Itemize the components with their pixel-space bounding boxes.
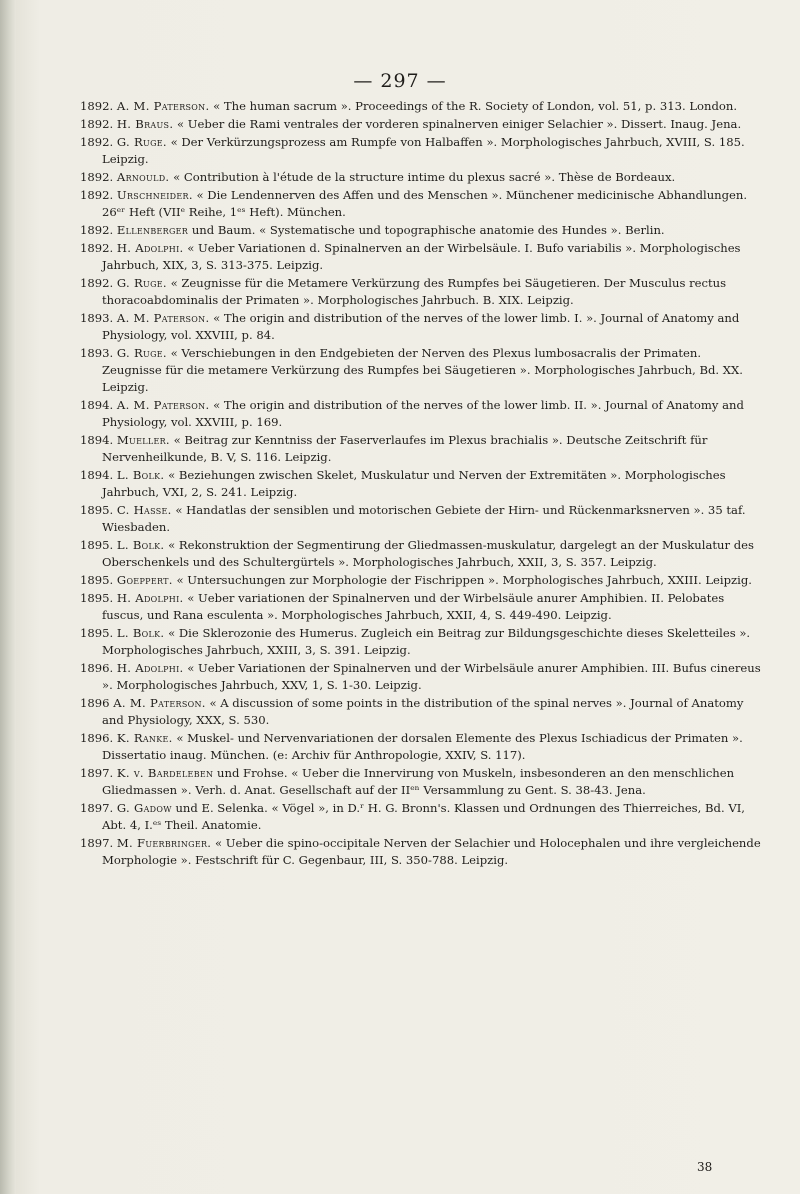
entry-year: 1893. bbox=[80, 311, 114, 325]
entry-year: 1896. bbox=[80, 661, 114, 675]
bibliography-entry bbox=[80, 467, 762, 501]
bibliography-entry bbox=[80, 625, 762, 659]
bibliography-entry bbox=[80, 310, 762, 344]
entry-author: G. Ruge. bbox=[116, 135, 167, 149]
entry-author: H. Braus. bbox=[116, 117, 174, 131]
bibliography-list bbox=[80, 98, 762, 870]
entry-citation: « Die Sklerozonie des Humerus. Zugleich ein Beitrag zur Bildungsgeschichte dieses Skeletteiles ». Morphologisches Jahrbuch, XXIII, 3, S. 391. Leipzig. bbox=[102, 626, 751, 657]
entry-year: 1895. bbox=[80, 626, 114, 640]
entry-year: 1892. bbox=[80, 135, 114, 149]
bibliography-entry bbox=[80, 765, 762, 799]
entry-citation: « Rekonstruktion der Segmentirung der Gliedmassen-muskulatur, dargelegt an der Muskulatur des Oberschenkels und des Schultergürtels ». Morphologisches Jahrbuch, XXII, 3, S. 357. Leipzig. bbox=[102, 538, 754, 569]
entry-author: Ellenberger bbox=[116, 223, 189, 237]
bibliography-entry bbox=[80, 695, 762, 729]
entry-author: K. Ranke. bbox=[116, 731, 173, 745]
bibliography-entry bbox=[80, 98, 762, 115]
entry-author: C. Hasse. bbox=[116, 503, 172, 517]
entry-year: 1892. bbox=[80, 99, 114, 113]
entry-citation: « Contribution à l'étude de la structure intime du plexus sacré ». Thèse de Bordeaux. bbox=[173, 170, 676, 184]
bibliography-entry bbox=[80, 169, 762, 186]
bibliography-entry bbox=[80, 730, 762, 764]
entry-citation: « The origin and distribution of the nerves of the lower limb. I. ». Journal of Anatomy and Physiology, vol. XXVIII, p. 84. bbox=[102, 311, 740, 342]
entry-year: 1895. bbox=[80, 538, 114, 552]
entry-author: G. Ruge. bbox=[116, 346, 167, 360]
entry-year: 1892. bbox=[80, 241, 114, 255]
entry-year: 1897. bbox=[80, 801, 114, 815]
entry-author: A. M. Paterson. bbox=[116, 311, 210, 325]
entry-author: L. Bolk. bbox=[116, 538, 165, 552]
entry-author: A. M. Paterson. bbox=[116, 398, 210, 412]
bibliography-entry bbox=[80, 590, 762, 624]
entry-year: 1897. bbox=[80, 766, 114, 780]
printer-signature-mark: 38 bbox=[697, 1160, 713, 1174]
entry-citation: « Ueber die Rami ventrales der vorderen spinalnerven einiger Selachier ». Dissert. Inaug. Jena. bbox=[177, 117, 742, 131]
entry-author: K. v. Bardeleben bbox=[116, 766, 214, 780]
entry-citation: « The human sacrum ». Proceedings of the R. Society of London, vol. 51, p. 313. London. bbox=[213, 99, 738, 113]
entry-year: 1892. bbox=[80, 117, 114, 131]
entry-author: H. Adolphi. bbox=[116, 241, 184, 255]
bibliography-entry bbox=[80, 432, 762, 466]
entry-citation: « A discussion of some points in the distribution of the spinal nerves ». Journal of Anatomy and Physiology, XXX, S. 530. bbox=[102, 696, 744, 727]
bibliography-entry bbox=[80, 660, 762, 694]
entry-author: Goeppert. bbox=[116, 573, 173, 587]
entry-author: Urschneider. bbox=[116, 188, 193, 202]
bibliography-entry bbox=[80, 397, 762, 431]
entry-year: 1896. bbox=[80, 731, 114, 745]
bibliography-entry bbox=[80, 572, 762, 589]
entry-author: L. Bolk. bbox=[116, 468, 165, 482]
bibliography-entry bbox=[80, 187, 762, 221]
entry-author: G. Ruge. bbox=[116, 276, 167, 290]
entry-citation: « The origin and distribution of the nerves of the lower limb. II. ». Journal of Anatomy and Physiology, vol. XXVIII, p. 169. bbox=[102, 398, 744, 429]
entry-citation: « Handatlas der sensiblen und motorischen Gebiete der Hirn- und Rückenmarksnerven ». 35 taf. Wiesbaden. bbox=[102, 503, 746, 534]
entry-year: 1896 bbox=[80, 696, 110, 710]
bibliography-entry bbox=[80, 345, 762, 396]
entry-citation: und E. Selenka. « Vögel », in D.ʳ H. G. Bronn's. Klassen und Ordnungen des Thierreiches, Bd. VI, Abt. 4, I.ᵉˢ Theil. Anatomie. bbox=[102, 801, 745, 832]
entry-year: 1893. bbox=[80, 346, 114, 360]
bibliography-entry bbox=[80, 116, 762, 133]
entry-author: L. Bolk. bbox=[116, 626, 165, 640]
entry-citation: « Beitrag zur Kenntniss der Faserverlaufes im Plexus brachialis ». Deutsche Zeitschrift für Nervenheilkunde, B. V, S. 116. Leipzig. bbox=[102, 433, 708, 464]
bibliography-entry bbox=[80, 222, 762, 239]
entry-citation: « Zeugnisse für die Metamere Verkürzung des Rumpfes bei Säugetieren. Der Musculus rectus thoracoabdominalis der Primaten ». Morphologisches Jahrbuch. B. XIX. Leipzig. bbox=[102, 276, 727, 307]
entry-year: 1894. bbox=[80, 398, 114, 412]
entry-citation: « Ueber Variationen der Spinalnerven und der Wirbelsäule anurer Amphibien. III. Bufus cinereus ». Morphologisches Jahrbuch, XXV, 1, S. 1-30. Leipzig. bbox=[102, 661, 761, 692]
entry-citation: « Verschiebungen in den Endgebieten der Nerven des Plexus lumbosacralis der Primaten. Zeugnisse für die metamere Verkürzung des Rumpfes bei Säugetieren ». Morphologisches Jahrbuch, Bd. XX. Leipzig. bbox=[102, 346, 743, 394]
entry-citation: « Die Lendennerven des Affen und des Menschen ». Münchener medicinische Abhandlungen. 26ᵉʳ Heft (VIIᵉ Reihe, 1ᵉˢ Heft). München. bbox=[102, 188, 748, 219]
bibliography-entry bbox=[80, 800, 762, 834]
bibliography-entry bbox=[80, 134, 762, 168]
entry-year: 1894. bbox=[80, 433, 114, 447]
entry-author: H. Adolphi. bbox=[116, 661, 184, 675]
entry-author: A. M. Paterson. bbox=[113, 696, 206, 710]
bibliography-entry bbox=[80, 502, 762, 536]
entry-citation: und Baum. « Systematische und topographische anatomie des Hundes ». Berlin. bbox=[191, 223, 665, 237]
entry-citation: « Ueber variationen der Spinalnerven und der Wirbelsäule anurer Amphibien. II. Pelobates fuscus, und Rana esculenta ». Morphologisches Jahrbuch, XXII, 4, S. 449-490. Leipzig. bbox=[102, 591, 725, 622]
entry-year: 1895. bbox=[80, 591, 114, 605]
page-binding-shadow bbox=[0, 0, 16, 1194]
entry-year: 1895. bbox=[80, 503, 114, 517]
entry-year: 1895. bbox=[80, 573, 114, 587]
entry-citation: « Muskel- und Nervenvariationen der dorsalen Elemente des Plexus Ischiadicus der Primaten ». Dissertatio inaug. München. (e: Archiv für Anthropologie, XXIV, S. 117). bbox=[102, 731, 743, 762]
bibliography-entry bbox=[80, 275, 762, 309]
entry-year: 1894. bbox=[80, 468, 114, 482]
entry-author: G. Gadow bbox=[116, 801, 172, 815]
entry-year: 1897. bbox=[80, 836, 114, 850]
entry-year: 1892. bbox=[80, 223, 114, 237]
entry-year: 1892. bbox=[80, 188, 114, 202]
entry-author: H. Adolphi. bbox=[116, 591, 184, 605]
page-number: — 297 — bbox=[353, 70, 447, 92]
entry-citation: « Ueber die spino-occipitale Nerven der Selachier und Holocephalen und ihre vergleichende Morphologie ». Festschrift für C. Gegenbaur, III, S. 350-788. Leipzig. bbox=[102, 836, 761, 867]
bibliography-entry bbox=[80, 537, 762, 571]
entry-citation: und Frohse. « Ueber die Innervirung von Muskeln, insbesonderen an den menschlichen Gliedmassen ». Verh. d. Anat. Gesellschaft auf der IIᵉⁿ Versammlung zu Gent. S. 38-43. Jena. bbox=[102, 766, 735, 797]
bibliography-entry bbox=[80, 835, 762, 869]
bibliography-entry bbox=[80, 240, 762, 274]
entry-author: Arnould. bbox=[116, 170, 170, 184]
entry-citation: « Ueber Variationen d. Spinalnerven an der Wirbelsäule. I. Bufo variabilis ». Morphologisches Jahrbuch, XIX, 3, S. 313-375. Leipzig. bbox=[102, 241, 741, 272]
entry-author: Mueller. bbox=[116, 433, 170, 447]
entry-citation: « Untersuchungen zur Morphologie der Fischrippen ». Morphologisches Jahrbuch, XXIII. Leipzig. bbox=[176, 573, 752, 587]
entry-citation: « Beziehungen zwischen Skelet, Muskulatur und Nerven der Extremitäten ». Morphologisches Jahrbuch, VXI, 2, S. 241. Leipzig. bbox=[102, 468, 726, 499]
entry-citation: « Der Verkürzungsprozess am Rumpfe von Halbaffen ». Morphologisches Jahrbuch, XVIII, S. 185. Leipzig. bbox=[102, 135, 745, 166]
entry-year: 1892. bbox=[80, 276, 114, 290]
entry-year: 1892. bbox=[80, 170, 114, 184]
entry-author: A. M. Paterson. bbox=[116, 99, 210, 113]
entry-author: M. Fuerbringer. bbox=[116, 836, 212, 850]
